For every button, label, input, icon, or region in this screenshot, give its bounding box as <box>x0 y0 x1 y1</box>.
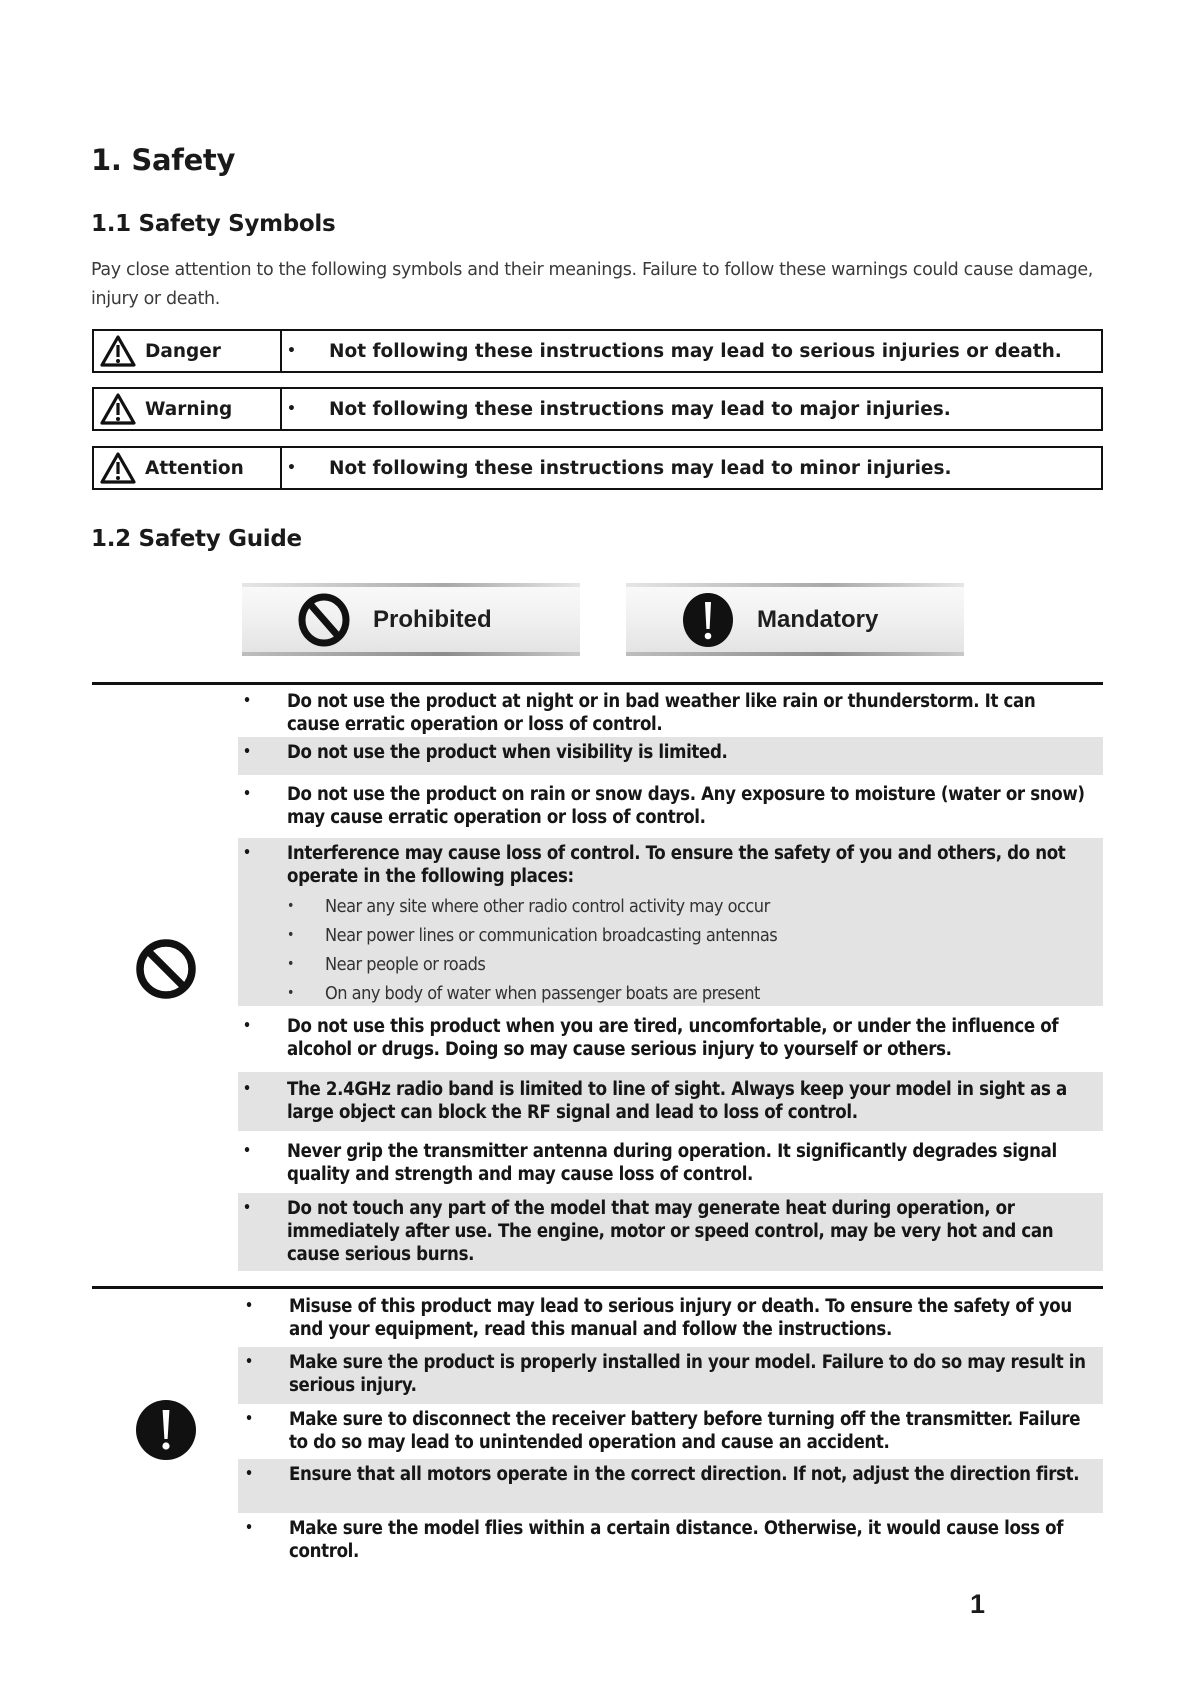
list-item <box>238 1072 1103 1131</box>
bullet: • <box>287 956 294 972</box>
list-item-text: Make sure the product is properly installed in your model. Failure to do so may result in serious injury. <box>289 1352 1086 1396</box>
bullet: • <box>243 1081 251 1097</box>
list-item <box>238 1459 1103 1513</box>
list-item <box>238 686 1103 737</box>
symbol-row-attention <box>92 446 1103 490</box>
section-title: 1. Safety <box>91 143 236 177</box>
legend-prohibited-label: Prohibited <box>373 605 492 633</box>
list-item-text: Interference may cause loss of control. To ensure the safety of you and others, do not operate in the following places: <box>287 843 1066 887</box>
mandatory-icon <box>135 1399 197 1461</box>
bullet: • <box>287 401 296 417</box>
sub-list <box>287 892 1093 1008</box>
legend-prohibited <box>242 583 580 656</box>
list-item <box>238 1404 1103 1459</box>
list-item-text: The 2.4GHz radio band is limited to line of sight. Always keep your model in sight as a large object can block the RF signal and lead to loss of control. <box>287 1079 1067 1123</box>
divider-rule <box>92 682 1103 685</box>
list-item-text: Do not use the product at night or in bad weather like rain or thunderstorm. It can cause erratic operation or loss of control. <box>287 691 1036 735</box>
symbol-label: Danger <box>145 340 221 362</box>
bullet: • <box>245 1520 253 1536</box>
prohibited-icon <box>297 592 351 648</box>
symbol-description: Not following these instructions may lead to major injuries. <box>329 398 951 420</box>
list-item <box>238 838 1103 1006</box>
bullet: • <box>243 845 251 861</box>
bullet: • <box>287 898 294 914</box>
sub-list-item <box>287 979 1093 1008</box>
list-item <box>238 737 1103 775</box>
list-item-text: Do not use the product when visibility is limited. <box>287 742 728 763</box>
warning-triangle-icon <box>100 334 136 368</box>
bullet: • <box>243 786 251 802</box>
bullet: • <box>243 1143 251 1159</box>
sub-list-item-text: Near people or roads <box>325 954 486 975</box>
sub-list-item <box>287 950 1093 979</box>
symbol-label: Attention <box>145 457 244 479</box>
bullet: • <box>243 744 251 760</box>
list-item-text: Never grip the transmitter antenna during operation. It significantly degrades signal quality and strength and may cause loss of control. <box>287 1141 1057 1185</box>
list-item-text: Misuse of this product may lead to serious injury or death. To ensure the safety of you and your equipment, read this manual and follow the instructions. <box>289 1296 1072 1340</box>
bullet: • <box>245 1411 253 1427</box>
safety-guide-heading: 1.2 Safety Guide <box>91 526 302 552</box>
list-item <box>238 1291 1103 1347</box>
list-item <box>238 1513 1103 1569</box>
list-item-text: Do not use the product on rain or snow days. Any exposure to moisture (water or snow) may cause erratic operation or loss of control. <box>287 784 1085 828</box>
list-item-text: Do not use this product when you are tired, uncomfortable, or under the influence of alcohol or drugs. Doing so may cause serious injury to yourself or others. <box>287 1016 1059 1060</box>
sub-list-item-text: On any body of water when passenger boats are present <box>325 983 760 1004</box>
list-item-text: Ensure that all motors operate in the correct direction. If not, adjust the direction first. <box>289 1464 1080 1485</box>
warning-triangle-icon <box>100 451 136 485</box>
list-item <box>238 1347 1103 1404</box>
list-item-text: Do not touch any part of the model that may generate heat during operation, or immediately after use. The engine, motor or speed control, may be very hot and can cause serious burns. <box>287 1198 1054 1265</box>
warning-triangle-icon <box>100 392 136 426</box>
bullet: • <box>287 460 296 476</box>
sub-list-item <box>287 892 1093 921</box>
legend-mandatory-label: Mandatory <box>757 605 879 633</box>
safety-symbols-intro: Pay close attention to the following symbols and their meanings. Failure to follow these warnings could cause damage, injury or death. <box>91 260 1094 309</box>
bullet: • <box>287 985 294 1001</box>
mandatory-icon <box>681 592 735 648</box>
bullet: • <box>243 1018 251 1034</box>
page-number: 1 <box>970 1589 986 1619</box>
bullet: • <box>243 693 251 709</box>
divider-rule <box>92 1286 1103 1289</box>
bullet: • <box>245 1466 253 1482</box>
bullet: • <box>243 1200 251 1216</box>
bullet: • <box>245 1354 253 1370</box>
symbol-description: Not following these instructions may lead to minor injuries. <box>329 457 952 479</box>
list-item <box>238 1193 1103 1271</box>
list-item-text: Make sure the model flies within a certain distance. Otherwise, it would cause loss of control. <box>289 1518 1064 1562</box>
symbol-row-danger <box>92 329 1103 373</box>
prohibited-icon <box>135 938 197 1000</box>
safety-symbols-heading: 1.1 Safety Symbols <box>91 211 336 237</box>
sub-list-item <box>287 921 1093 950</box>
sub-list-item-text: Near power lines or communication broadcasting antennas <box>325 925 778 946</box>
bullet: • <box>287 343 296 359</box>
symbol-label: Warning <box>145 398 233 420</box>
legend-mandatory <box>626 583 964 656</box>
list-item <box>238 778 1103 835</box>
list-item <box>238 1134 1103 1190</box>
sub-list-item-text: Near any site where other radio control activity may occur <box>325 896 770 917</box>
bullet: • <box>287 927 294 943</box>
bullet: • <box>245 1298 253 1314</box>
list-item-text: Make sure to disconnect the receiver battery before turning off the transmitter. Failure to do so may lead to unintended operation and cause an accident. <box>289 1409 1081 1453</box>
symbol-description: Not following these instructions may lead to serious injuries or death. <box>329 340 1062 362</box>
list-item <box>238 1009 1103 1069</box>
symbol-row-warning <box>92 387 1103 431</box>
